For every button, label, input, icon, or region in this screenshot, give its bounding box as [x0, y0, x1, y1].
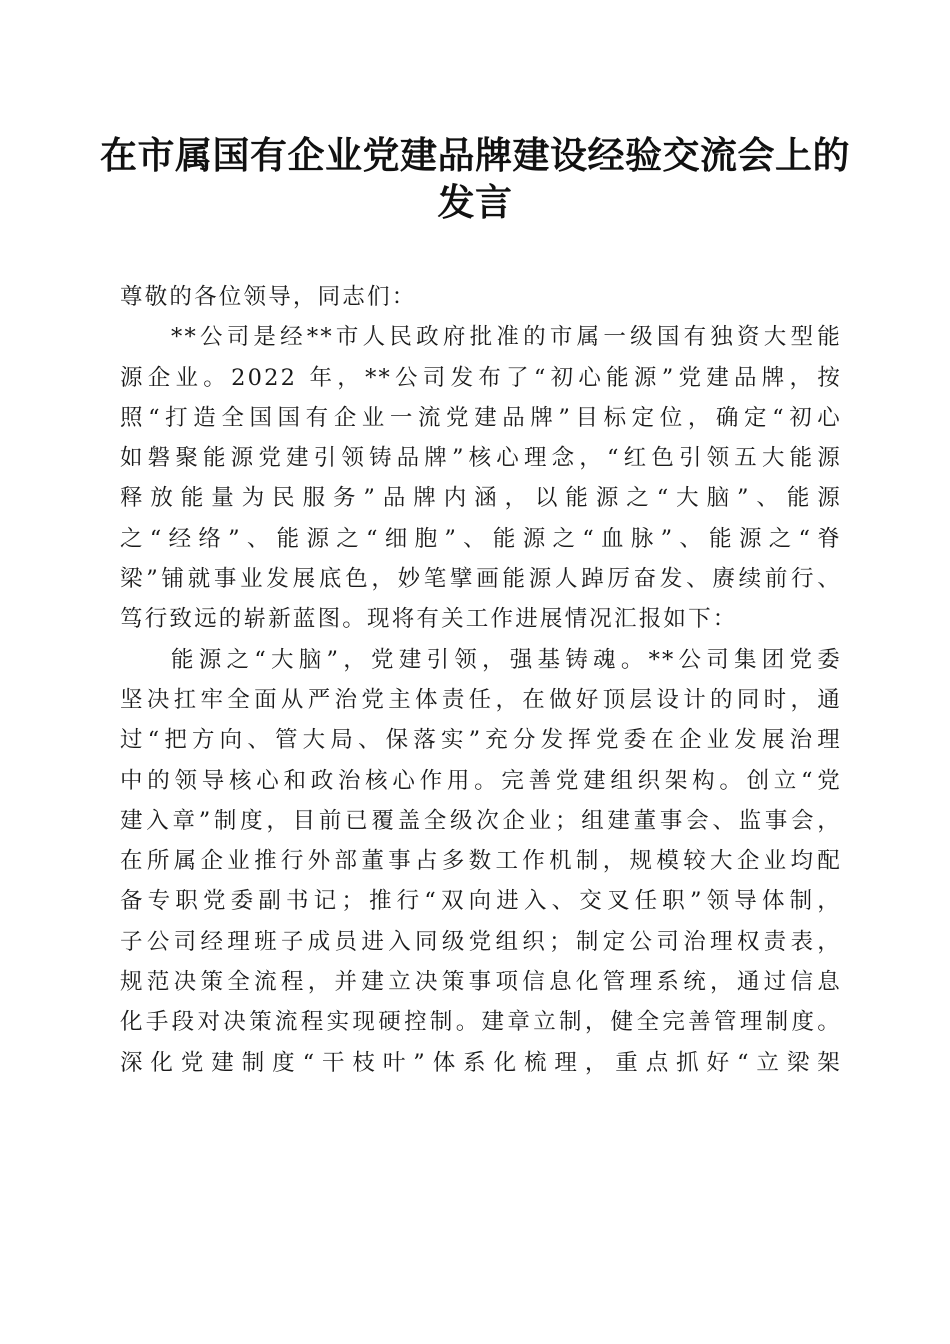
paragraph-line: 化手段对决策流程实现硬控制。建章立制，健全完善管理制度。: [120, 1009, 842, 1036]
paragraph-line: 梁”铺就事业发展底色，妙笔擘画能源人踔厉奋发、赓续前行、: [120, 566, 842, 593]
salutation: 尊敬的各位领导，同志们：: [120, 284, 417, 310]
paragraph-line: 源企业。2022 年，**公司发布了“初心能源”党建品牌，按: [120, 364, 842, 391]
document-title: [100, 132, 850, 226]
paragraph-line: 如磐聚能源党建引领铸品牌”核心理念，“红色引领五大能源: [120, 445, 842, 472]
paragraph-line: 子公司经理班子成员进入同级党组织；制定公司治理权责表，: [120, 928, 842, 955]
paragraph-line: 中的领导核心和政治核心作用。完善党建组织架构。创立“党: [120, 767, 842, 794]
paragraph-line: 规范决策全流程，并建立决策事项信息化管理系统，通过信息: [120, 969, 842, 996]
paragraph-line: 释放能量为民服务”品牌内涵，以能源之“大脑”、能源: [120, 485, 842, 512]
document-body: [120, 277, 842, 1083]
paragraph-line: 过“把方向、管大局、保落实”充分发挥党委在企业发展治理: [120, 727, 842, 754]
paragraph-line: **公司是经**市人民政府批准的市属一级国有独资大型能: [171, 324, 842, 351]
paragraph-line: 建入章”制度，目前已覆盖全级次企业；组建董事会、监事会，: [120, 807, 842, 834]
paragraph-line: 能源之“大脑”，党建引领，强基铸魂。**公司集团党委: [171, 646, 842, 673]
paragraph-intro: [120, 317, 842, 639]
title-line-1: 在市属国有企业党建品牌建设经验交流会上的: [100, 133, 850, 177]
paragraph-line: 深化党建制度“干枝叶”体系化梳理，重点抓好“立梁架: [120, 1049, 842, 1076]
paragraph-line: 之“经络”、能源之“细胞”、能源之“血脉”、能源之“脊: [120, 525, 842, 552]
paragraph-line: 笃行致远的崭新蓝图。现将有关工作进展情况汇报如下：: [120, 606, 738, 633]
paragraph-line: 照“打造全国国有企业一流党建品牌”目标定位，确定“初心: [120, 404, 842, 431]
paragraph-line: 坚决扛牢全面从严治党主体责任，在做好顶层设计的同时，通: [120, 686, 842, 713]
paragraph-line: 在所属企业推行外部董事占多数工作机制，规模较大企业均配: [120, 848, 842, 875]
title-line-2: 发言: [437, 180, 513, 224]
paragraph-brain: [120, 640, 842, 1083]
paragraph-line: 备专职党委副书记；推行“双向进入、交叉任职”领导体制，: [120, 888, 842, 915]
